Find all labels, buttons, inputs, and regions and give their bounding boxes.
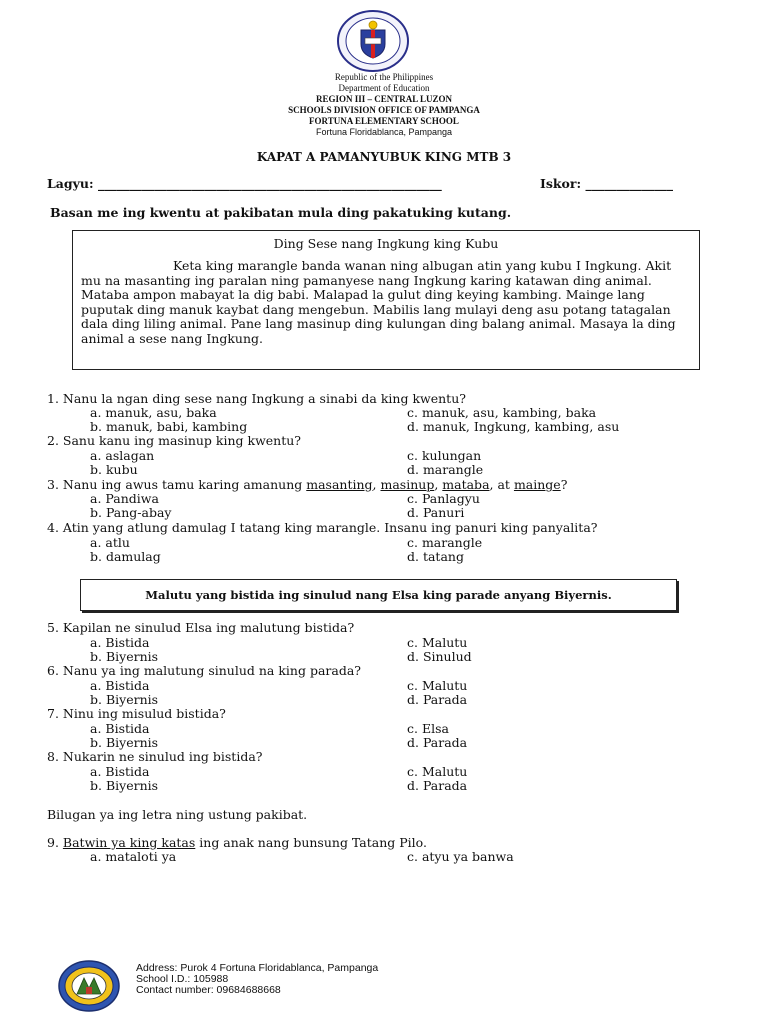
q3-separator: , (372, 477, 381, 492)
q3-word-mainge: mainge (513, 477, 561, 492)
story-text (73, 259, 699, 346)
q7-option-d[interactable]: d. Parada (407, 735, 468, 750)
deped-seal (336, 10, 410, 72)
q3-option-a[interactable]: a. Pandiwa (90, 491, 159, 506)
q5-option-c[interactable]: c. Malutu (407, 635, 468, 650)
sentence-text: Malutu yang bistida ing sinulud nang Elsa king parade anyang Biyernis. (145, 588, 612, 602)
q5-option-a[interactable]: a. Bistida (90, 635, 150, 650)
header-location: Fortuna Floridablanca, Pampanga (315, 127, 453, 137)
question-7: 7. Ninu ing misulud bistida? (47, 706, 226, 721)
header-division: SCHOOLS DIVISION OFFICE OF PAMPANGA (288, 105, 480, 115)
q5-option-b[interactable]: b. Biyernis (90, 649, 159, 664)
q3-prefix: 3. Nanu ing awus tamu karing amanung (47, 477, 307, 492)
q2-option-c[interactable]: c. kulungan (407, 448, 482, 463)
q3-separator: , at (489, 477, 514, 492)
header-republic: Republic of the Philippines (334, 72, 434, 82)
q4-option-d[interactable]: d. tatang (407, 549, 464, 564)
school-logo (58, 960, 120, 1012)
page-title: KAPAT A PAMANYUBUK KING MTB 3 (256, 150, 512, 164)
header-school: FORTUNA ELEMENTARY SCHOOL (309, 116, 459, 126)
q9-number: 9. (47, 835, 63, 850)
q8-option-b[interactable]: b. Biyernis (90, 778, 159, 793)
question-5: 5. Kapilan ne sinulud Elsa ing malutung bistida? (47, 620, 355, 635)
instruction-read-story: Basan me ing kwentu at pakibatan mula ding pakatuking kutang. (50, 205, 512, 220)
q3-word-masanting: masanting (306, 477, 373, 492)
q3-option-c[interactable]: c. Panlagyu (407, 491, 480, 506)
q1-option-c[interactable]: c. manuk, asu, kambing, baka (407, 405, 597, 420)
header-region: REGION III – CENTRAL LUZON (315, 94, 453, 104)
q7-option-c[interactable]: c. Elsa (407, 721, 449, 736)
q3-end: ? (560, 477, 568, 492)
q3-option-b[interactable]: b. Pang-abay (90, 505, 172, 520)
score-label: Iskor: (540, 176, 586, 191)
q9-option-c[interactable]: c. atyu ya banwa (407, 849, 514, 864)
q3-separator: , (434, 477, 443, 492)
q7-option-a[interactable]: a. Bistida (90, 721, 150, 736)
q9-option-a[interactable]: a. mataloti ya (90, 849, 177, 864)
instruction-circle-letter: Bilugan ya ing letra ning ustung pakibat. (47, 807, 308, 822)
q2-option-b[interactable]: b. kubu (90, 462, 138, 477)
q3-word-mataba: mataba (442, 477, 490, 492)
q8-option-d[interactable]: d. Parada (407, 778, 468, 793)
score-blank[interactable]: ______________ (585, 176, 673, 191)
q7-option-b[interactable]: b. Biyernis (90, 735, 159, 750)
footer-school-id: School I.D.: 105988 (136, 973, 229, 985)
q6-option-b[interactable]: b. Biyernis (90, 692, 159, 707)
q8-option-a[interactable]: a. Bistida (90, 764, 150, 779)
sentence-box (80, 579, 677, 611)
q2-option-a[interactable]: a. aslagan (90, 448, 155, 463)
q4-option-b[interactable]: b. damulag (90, 549, 161, 564)
q9-underlined-phrase: Batwin ya king katas (62, 835, 196, 850)
question-6: 6. Nanu ya ing malutung sinulud na king parada? (47, 663, 361, 678)
q2-option-d[interactable]: d. marangle (407, 462, 484, 477)
q6-option-d[interactable]: d. Parada (407, 692, 468, 707)
q6-option-c[interactable]: c. Malutu (407, 678, 468, 693)
story-paragraph: Keta king marangle banda wanan ning albugan atin yang kubu I Ingkung. Akit mu na masanting ing paralan ning pamanyese nang Ingkung karing katawan ding animal. Mataba ampon mabayat la dig babi. Malapad la gulut ding keying kambing. Mainge lang puputak ding manuk kaybat dang mengebun. Mabilis lang mulayi deng asu potang tatagalan dala ding liling animal. Pane lang masinup ding kulungan ding balang animal. Masaya la ding animal a sese nang Ingkung. (81, 258, 676, 346)
name-score-line (47, 177, 442, 192)
q3-option-d[interactable]: d. Panuri (407, 505, 465, 520)
q8-option-c[interactable]: c. Malutu (407, 764, 468, 779)
name-label: Lagyu: (47, 176, 98, 191)
q5-option-d[interactable]: d. Sinulud (407, 649, 472, 664)
q1-option-b[interactable]: b. manuk, babi, kambing (90, 419, 248, 434)
q1-option-d[interactable]: d. manuk, Ingkung, kambing, asu (407, 419, 620, 434)
q3-word-masinup: masinup (380, 477, 435, 492)
footer-info (136, 963, 378, 996)
story-title: Ding Sese nang Ingkung king Kubu (273, 236, 499, 251)
footer-contact: Contact number: 09684688668 (136, 984, 281, 996)
name-blank[interactable]: _______________________________________________________ (97, 176, 442, 191)
footer-address: Address: Purok 4 Fortuna Floridablanca, Pampanga (136, 962, 379, 974)
story-box (72, 230, 700, 370)
question-8: 8. Nukarin ne sinulud ing bistida? (47, 749, 263, 764)
q9-rest: ing anak nang bunsung Tatang Pilo. (195, 835, 427, 850)
letterhead (0, 72, 768, 138)
header-department: Department of Education (338, 83, 430, 93)
q6-option-a[interactable]: a. Bistida (90, 678, 150, 693)
question-4: 4. Atin yang atlung damulag I tatang king marangle. Insanu ing panuri king panyalita? (47, 520, 598, 535)
q4-option-c[interactable]: c. marangle (407, 535, 483, 550)
q4-option-a[interactable]: a. atlu (90, 535, 130, 550)
question-2: 2. Sanu kanu ing masinup king kwentu? (47, 433, 302, 448)
q1-option-a[interactable]: a. manuk, asu, baka (90, 405, 217, 420)
score-area (540, 177, 673, 192)
question-1: 1. Nanu la ngan ding sese nang Ingkung a sinabi da king kwentu? (47, 391, 466, 406)
